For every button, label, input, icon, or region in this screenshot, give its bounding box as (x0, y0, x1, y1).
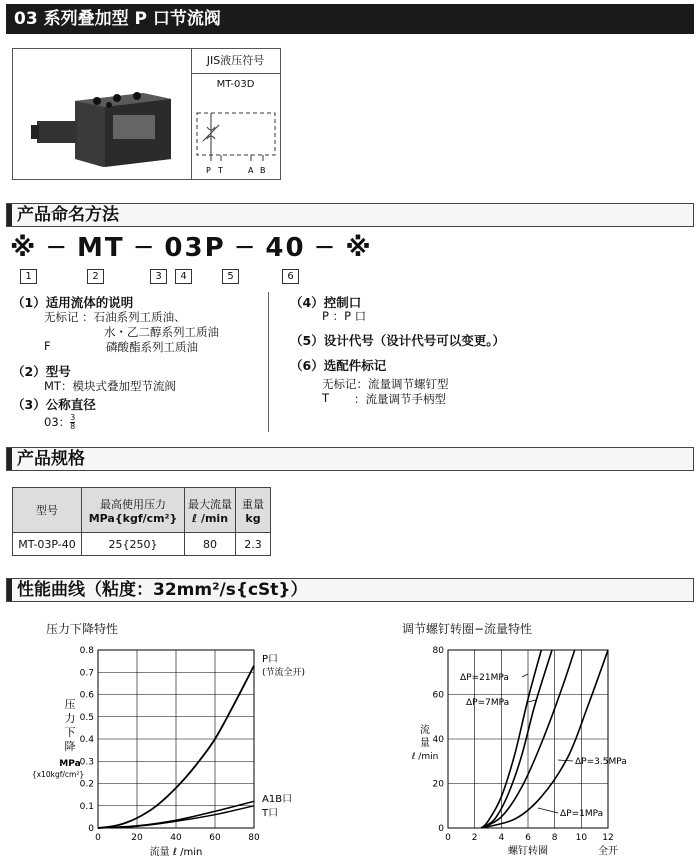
fa-series-label: ΔP=7MPa (466, 698, 510, 708)
naming-item-1-line-b: 水・乙二醇系列工质油 (104, 325, 219, 339)
spec-header-pressure-l1: 最高使用压力 (100, 497, 166, 511)
nominal-diameter-prefix: 03： (44, 415, 71, 429)
page-title: 03 系列叠加型 P 口节流阀 (6, 4, 694, 34)
fa-y-axis-label: ℓ /min (411, 752, 439, 762)
spec-header-pressure-l2: MPa{kgf/cm²} (88, 511, 178, 525)
fa-x-tick-label: 4 (498, 833, 505, 843)
pd-y-tick-label: 0.6 (79, 690, 94, 701)
code-number-5: 5 (222, 269, 239, 284)
pd-series-label: (节流全开) (262, 668, 306, 678)
symbol-label-a: A (248, 166, 254, 175)
pd-y-tick-label: 0.3 (79, 757, 94, 768)
naming-item-6-line-b: ：流量调节手柄型 (354, 392, 446, 406)
symbol-label-b: B (260, 166, 266, 175)
pd-y-axis-label: 下 (64, 726, 76, 739)
fa-y-tick-label: 80 (432, 646, 444, 656)
spec-section-title: 产品规格 (17, 449, 85, 469)
fa-label-leader (528, 700, 536, 702)
fraction-denominator: 8 (70, 422, 76, 431)
code-number-3: 3 (150, 269, 167, 284)
fa-x-tick-label: 12 (602, 833, 614, 843)
naming-section-header (6, 203, 694, 227)
naming-item-3-heading: （3）公称直径 (12, 397, 96, 412)
pd-x-tick-label: 0 (95, 833, 101, 843)
fa-series-label: ΔP=3.5MPa (575, 757, 627, 767)
fa-y-tick-label: 60 (432, 690, 444, 701)
fa-y-tick-label: 0 (438, 824, 444, 834)
pd-y-axis-label: {x10kgf/cm²} (31, 770, 85, 779)
naming-item-1-line-c: 磷酸酯系列工质油 (106, 340, 198, 354)
spec-cell-pressure: 25{250} (82, 533, 185, 556)
fa-label-leader (558, 760, 573, 761)
fa-x-tick-label: 8 (551, 833, 558, 843)
pd-y-tick-label: 0 (88, 824, 94, 834)
pd-x-tick-label: 80 (248, 833, 260, 843)
pressure-drop-chart (0, 630, 350, 864)
spec-table (12, 487, 271, 556)
naming-item-1-key-f: F (44, 339, 51, 353)
fa-x-tick-label: 6 (525, 833, 531, 843)
code-number-1: 1 (20, 269, 37, 284)
code-number-2: 2 (87, 269, 104, 284)
pd-series-label: A1B口 (262, 794, 293, 805)
pd-y-axis-label: 压 (64, 698, 76, 711)
fa-label-leader (538, 808, 558, 813)
fa-x-end-label: 全开 (598, 846, 618, 857)
naming-item-6-heading: （6）选配件标记 (290, 358, 387, 373)
pd-x-tick-label: 60 (209, 833, 221, 843)
fraction-numerator: 3 (70, 413, 76, 422)
table-row (13, 533, 271, 556)
naming-item-2-heading: （2）型号 (12, 364, 71, 379)
spec-cell-weight: 2.3 (236, 533, 271, 556)
pd-x-axis-label: 流量 ℓ /min (149, 847, 203, 858)
spec-cell-model: MT-03P-40 (13, 533, 82, 556)
spec-header-flow (185, 488, 236, 533)
fa-label-leader (522, 674, 528, 677)
spec-header-weight-l2: kg (245, 511, 261, 525)
naming-item-2-line: MT：模块式叠加型节流阀 (44, 379, 176, 393)
product-photo (13, 49, 192, 179)
right-chart-title: 调节螺钉转圈−流量特性 (402, 622, 533, 636)
jis-symbol-title: JIS液压符号 (191, 49, 280, 74)
spec-header-model: 型号 (13, 488, 82, 533)
fa-x-tick-label: 0 (445, 833, 451, 843)
pd-y-axis-label: 力 (64, 712, 76, 725)
model-code: ※ ─ MT ─ 03P ─ 40 ─ ※ (10, 233, 373, 263)
spec-header-pressure (82, 488, 185, 533)
performance-section-header (6, 578, 694, 602)
pd-series-label: T口 (262, 808, 279, 819)
naming-item-6-key-t: T (322, 391, 330, 405)
fa-y-tick-label: 40 (432, 735, 444, 745)
code-number-4: 4 (175, 269, 192, 284)
pd-x-tick-label: 20 (131, 833, 143, 843)
spec-header-weight-l1: 重量 (242, 497, 264, 511)
spec-cell-flow: 80 (185, 533, 236, 556)
code-number-6: 6 (282, 269, 299, 284)
pd-y-axis-label: MPa (59, 759, 81, 769)
spec-header-flow-l1: 最大流量 (188, 497, 232, 511)
fa-series-label: ΔP=1MPa (560, 809, 604, 819)
pd-y-tick-label: 0.4 (79, 735, 94, 745)
valve-illustration (13, 49, 191, 179)
spec-header-weight (236, 488, 271, 533)
fa-x-tick-label: 10 (575, 833, 588, 843)
fa-y-axis-label: 量 (420, 738, 430, 749)
spec-header-flow-l2: ℓ /min (191, 511, 229, 525)
fa-y-axis-label: 流 (420, 725, 430, 736)
naming-item-1-heading: （1）适用流体的说明 (12, 295, 134, 310)
naming-divider (268, 292, 269, 432)
flow-adjust-chart (350, 630, 700, 864)
pd-y-axis-label: 降 (64, 740, 76, 753)
naming-item-4-line: P ：P 口 (322, 309, 367, 323)
naming-item-1-line-a: 无标记 ：石油系列工质油、 (44, 310, 186, 324)
left-chart-title: 压力下降特性 (46, 622, 119, 636)
pd-y-tick-label: 0.1 (79, 801, 94, 812)
hydraulic-symbol (191, 99, 280, 179)
symbol-label-t: T (218, 166, 223, 175)
nominal-diameter (44, 414, 75, 431)
fa-y-tick-label: 20 (432, 779, 444, 790)
pd-y-tick-label: 0.2 (79, 779, 94, 790)
pd-y-tick-label: 0.5 (79, 712, 94, 723)
naming-item-4-heading: （4）控制口 (290, 295, 362, 310)
fa-series-label: ΔP=21MPa (460, 673, 509, 683)
naming-item-6-line-a: 无标记：流量调节螺钉型 (322, 377, 449, 391)
fa-x-axis-label: 螺钉转圈 (508, 846, 548, 857)
spec-section-header (6, 447, 694, 471)
pd-y-tick-label: 0.8 (79, 646, 94, 656)
performance-section-title: 性能曲线（粘度：32mm²/s{cSt}） (17, 580, 308, 600)
pd-series-label: P口 (262, 654, 279, 665)
jis-model-label: MT-03D (216, 79, 255, 90)
naming-section-title: 产品命名方法 (17, 205, 119, 225)
symbol-label-p: P (206, 166, 211, 175)
naming-item-5-heading: （5）设计代号（设计代号可以变更。） (290, 333, 505, 348)
product-box (12, 48, 281, 180)
pd-x-tick-label: 40 (170, 833, 182, 843)
fa-x-tick-label: 2 (471, 833, 478, 843)
pd-y-tick-label: 0.7 (79, 668, 94, 679)
